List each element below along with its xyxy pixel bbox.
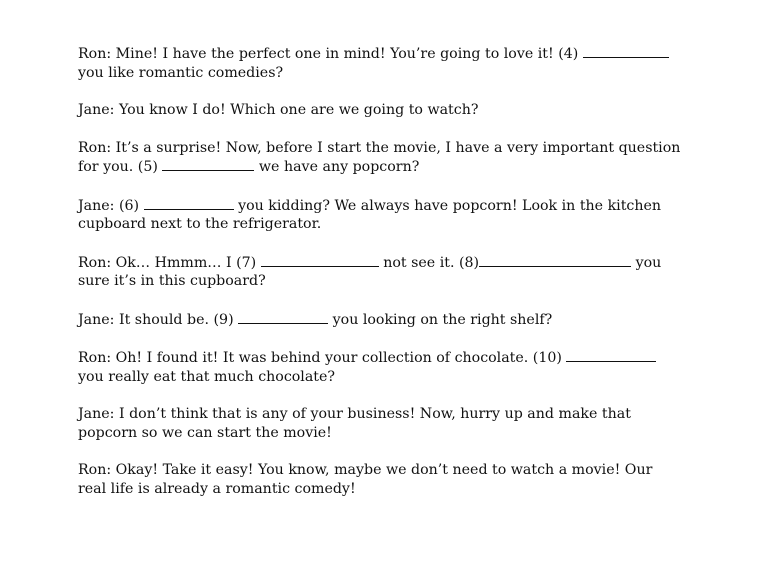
worksheet-page — [78, 44, 681, 517]
dialogue-line — [78, 368, 678, 387]
answer-blank-6[interactable] — [144, 196, 234, 210]
answer-blank-10[interactable] — [566, 348, 656, 362]
answer-blank-9[interactable] — [238, 310, 328, 324]
line-text: Ron: Okay! Take it easy! You know, maybe we don’t need to watch a movie! Our — [78, 462, 653, 478]
dialogue-ron-10 — [78, 348, 678, 386]
line-text: Ron: Oh! I found it! It was behind your collection of chocolate. (10) — [78, 350, 567, 366]
dialogue-line — [78, 310, 678, 330]
dialogue-line — [78, 44, 678, 64]
dialogue-line — [78, 64, 678, 83]
answer-blank-8[interactable] — [479, 253, 631, 267]
dialogue-jane-2 — [78, 405, 678, 442]
line-text: Jane: (6) — [78, 197, 144, 214]
answer-blank-7[interactable] — [261, 253, 379, 267]
line-text: Ron: It’s a surprise! Now, before I start the movie, I have a very important question — [78, 139, 681, 156]
line-text: Ron: Ok… Hmmm… I (7) — [78, 254, 261, 271]
line-text: you like romantic comedies? — [78, 64, 284, 81]
dialogue-line — [78, 272, 678, 291]
dialogue-ron-7-8 — [78, 253, 678, 291]
line-text: you looking on the right shelf? — [328, 311, 553, 328]
line-text: you — [631, 254, 662, 271]
dialogue-line — [78, 348, 678, 368]
dialogue-ron-5 — [78, 139, 681, 177]
line-text: cupboard next to the refrigerator. — [78, 216, 322, 232]
dialogue-line — [78, 215, 678, 234]
line-text: you really eat that much chocolate? — [78, 368, 336, 385]
dialogue-line — [78, 196, 678, 216]
dialogue-jane-1 — [78, 101, 678, 120]
dialogue-line — [78, 480, 678, 499]
answer-blank-4[interactable] — [583, 44, 669, 58]
dialogue-line — [78, 157, 678, 177]
dialogue-line — [78, 405, 678, 424]
dialogue-line — [78, 424, 678, 443]
dialogue-line — [78, 101, 678, 120]
answer-blank-5[interactable] — [162, 157, 254, 171]
line-text: Ron: Mine! I have the perfect one in mind! You’re going to love it! (4) — [78, 46, 583, 62]
dialogue-line — [78, 139, 681, 158]
line-text: you kidding? We always have popcorn! Look in the kitchen — [233, 197, 662, 214]
line-text: Jane: I don’t think that is any of your business! Now, hurry up and make that — [78, 406, 631, 422]
line-text: real life is already a romantic comedy! — [78, 480, 356, 497]
line-text: Jane: You know I do! Which one are we going to watch? — [78, 102, 479, 118]
dialogue-jane-9 — [78, 310, 678, 330]
dialogue-line — [78, 461, 678, 480]
line-text: for you. (5) — [78, 159, 163, 175]
dialogue-line — [78, 253, 678, 273]
line-text: we have any popcorn? — [254, 159, 420, 175]
dialogue-ron-4 — [78, 44, 678, 82]
line-text: sure it’s in this cupboard? — [78, 273, 266, 289]
dialogue-jane-6 — [78, 196, 678, 234]
line-text: not see it. (8) — [378, 254, 480, 271]
dialogue-ron-final — [78, 461, 678, 498]
line-text: Jane: It should be. (9) — [78, 311, 239, 328]
line-text: popcorn so we can start the movie! — [78, 424, 332, 441]
